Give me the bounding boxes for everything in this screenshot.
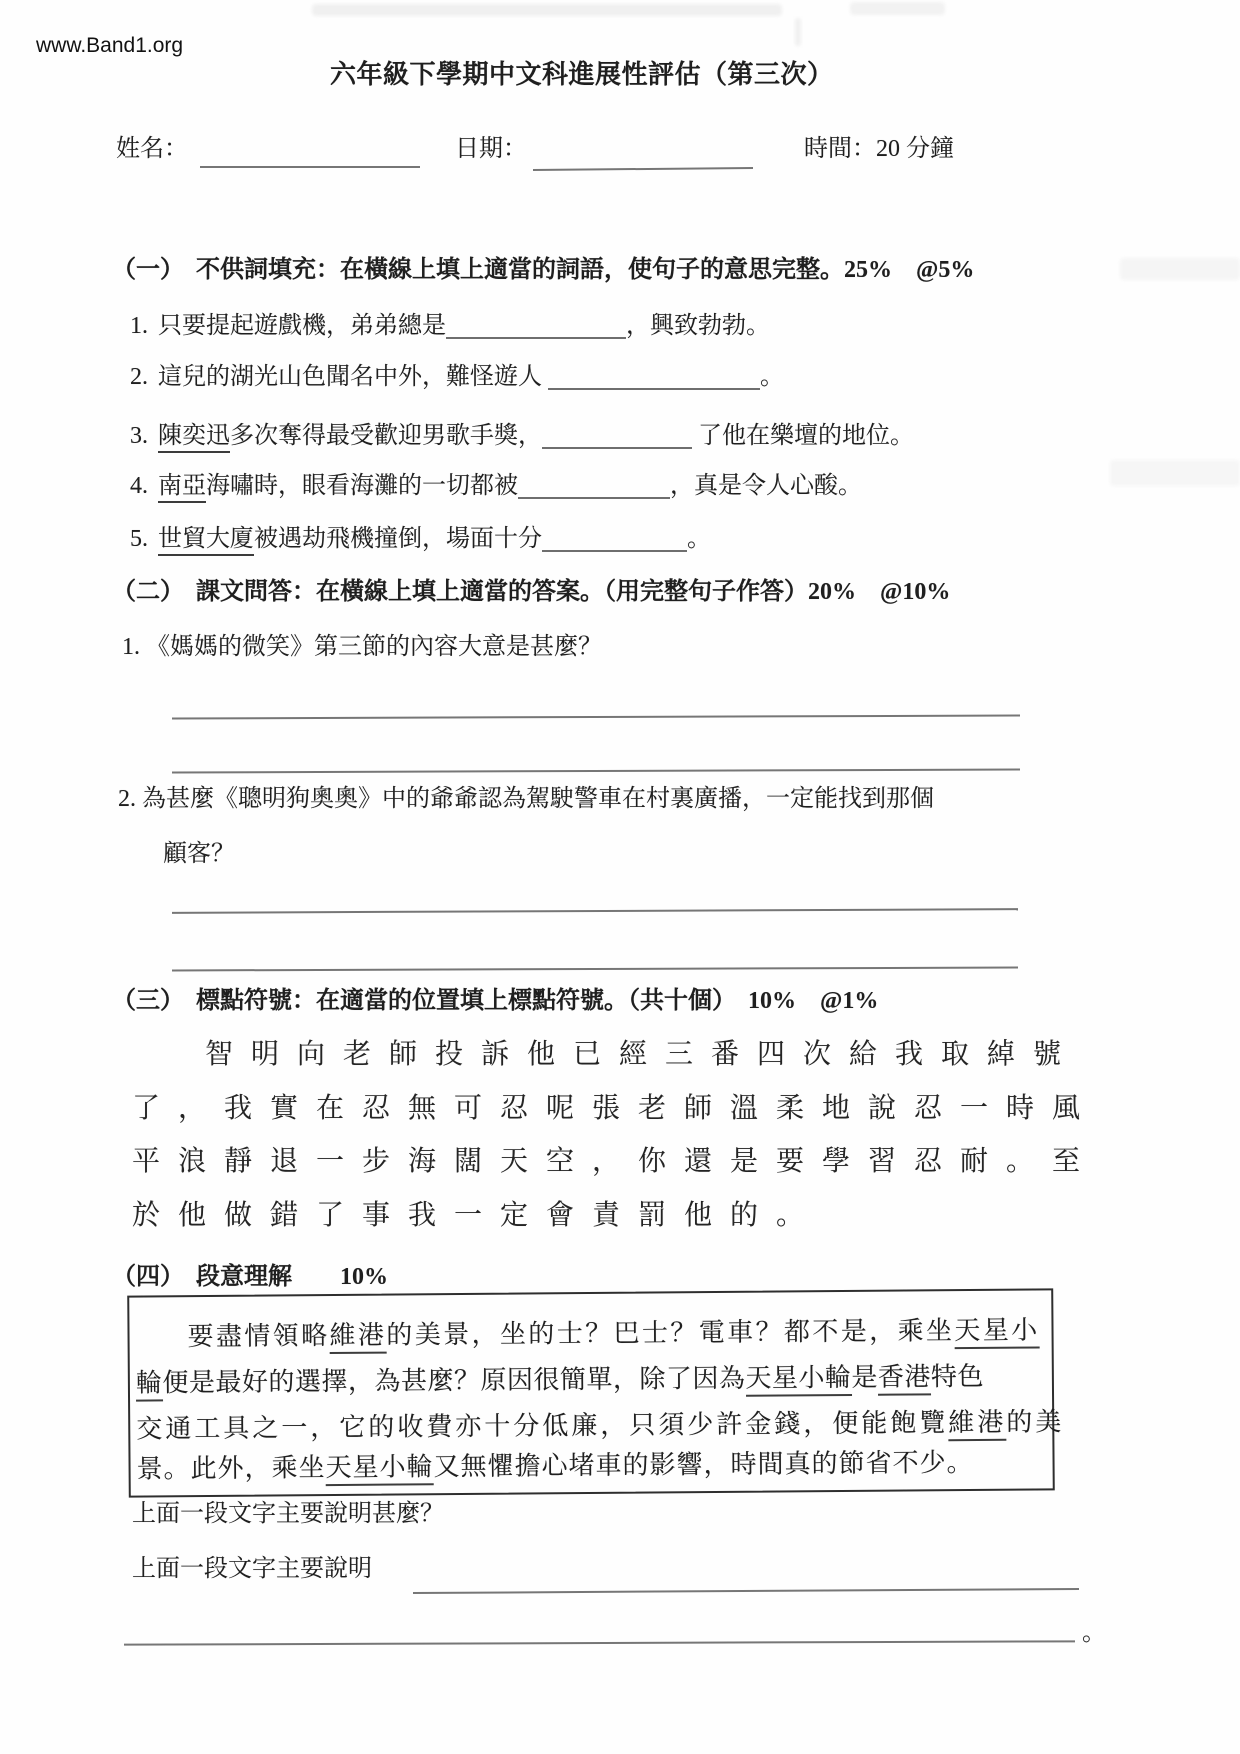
item-text: 只要提起遊戲機，弟弟總是 — [158, 313, 446, 339]
passage-line — [136, 1447, 973, 1486]
item-text: 多次奪得最受歡迎男歌手獎， — [230, 423, 542, 449]
item-text: 了他在樂壇的地位。 — [692, 423, 914, 449]
scan-smudge — [1120, 258, 1240, 280]
passage-line — [136, 1361, 984, 1400]
item-text: ，興致勃勃。 — [626, 313, 770, 339]
page-title: 六年級下學期中文科進展性評估（第三次） — [330, 60, 834, 89]
sentence-period: 。 — [1082, 1620, 1106, 1646]
item-text: 海嘯時，眼看海灘的一切都被 — [206, 473, 518, 499]
watermark: www.Band1.org — [36, 34, 184, 57]
passage-text: 的美景，坐的士？巴士？電車？都不是，乘坐 — [386, 1316, 955, 1350]
passage-text: 交通工具之一，它的收費亦十分低廉，只須少許金錢，便能飽覽 — [136, 1408, 949, 1444]
section4-answer-stem: 上面一段文字主要說明 — [132, 1556, 372, 1582]
section3-heading: （三） 標點符號：在適當的位置填上標點符號。（共十個） 10% @1% — [112, 988, 879, 1014]
answer-line — [172, 769, 1020, 774]
answer-line — [413, 1588, 1079, 1594]
scan-smudge — [850, 2, 945, 15]
passage-box — [127, 1288, 1065, 1497]
scan-smudge — [795, 18, 801, 46]
date-label: 日期： — [455, 136, 527, 162]
question-2-line2: 顧客？ — [163, 841, 235, 867]
time-label: 時間：20 分鐘 — [804, 136, 954, 162]
question-1: 1. 《媽媽的微笑》第三節的內容大意是甚麼？ — [122, 634, 602, 660]
section2-heading: （二） 課文問答：在橫線上填上適當的答案。（用完整句子作答）20% @10% — [112, 579, 951, 605]
underlined-term: 天星小輪 — [745, 1363, 851, 1397]
underlined-proper-noun: 陳奕迅 — [158, 423, 230, 453]
section4-heading: （四） 段意理解 10% — [112, 1264, 388, 1290]
passage-line — [135, 1314, 1039, 1353]
answer-line — [124, 1640, 1075, 1645]
underlined-term: 香港 — [878, 1362, 931, 1395]
item-text: 被遇劫飛機撞倒，場面十分 — [254, 526, 542, 552]
passage-text: 便是最好的選擇，為甚麼？原因很簡單，除了因為 — [162, 1363, 746, 1398]
date-blank-line — [533, 167, 753, 171]
punctuation-passage-line: 平浪靜退一步海闊天空，你還是要學習忍耐。至 — [132, 1146, 1099, 1177]
item-text: 。 — [687, 526, 711, 552]
name-blank-line — [200, 166, 420, 168]
item-text: ，真是令人心酸。 — [670, 473, 862, 499]
underlined-term: 維港 — [948, 1408, 1006, 1441]
blank-line — [542, 542, 687, 552]
passage-line — [136, 1406, 1064, 1445]
underlined-proper-noun: 南亞 — [158, 473, 206, 503]
item-number: 2. — [130, 364, 148, 390]
blank-line — [548, 380, 760, 390]
underlined-term: 天星小 — [954, 1315, 1039, 1349]
passage-text: 的美 — [1006, 1407, 1065, 1437]
fill-item-5 — [130, 524, 711, 555]
punctuation-passage-line: 了，我實在忍無可忍呢張老師溫柔地說忍一時風 — [132, 1093, 1099, 1124]
item-text: 這兒的湖光山色聞名中外，難怪遊人 — [158, 364, 548, 390]
passage-text: 特色 — [930, 1361, 985, 1392]
answer-line — [172, 908, 1018, 914]
punctuation-passage-line: 智明向老師投訴他已經三番四次給我取綽號 — [205, 1039, 1080, 1070]
passage-text: 是 — [851, 1362, 879, 1392]
scan-smudge — [1110, 460, 1240, 486]
punctuation-passage-line: 於他做錯了事我一定會責罰他的。 — [132, 1200, 823, 1231]
fill-item-2 — [130, 362, 784, 393]
blank-line — [518, 489, 670, 499]
item-number: 3. — [130, 423, 148, 449]
answer-line — [172, 715, 1020, 720]
underlined-proper-noun: 世貿大廈 — [158, 526, 254, 556]
fill-item-3 — [130, 421, 914, 452]
underlined-term: 天星小輪 — [325, 1452, 433, 1486]
fill-item-1 — [130, 311, 770, 342]
scan-smudge — [312, 4, 782, 16]
item-text: 。 — [760, 364, 784, 390]
blank-line — [542, 439, 692, 449]
item-number: 1. — [130, 313, 148, 339]
underlined-term: 輪 — [136, 1368, 163, 1401]
blank-line — [446, 329, 626, 339]
section1-heading: （一） 不供詞填充：在橫線上填上適當的詞語，使句子的意思完整。25% @5% — [112, 257, 975, 283]
section4-question: 上面一段文字主要說明甚麼？ — [132, 1501, 444, 1527]
underlined-term: 維港 — [329, 1321, 386, 1354]
name-label: 姓名： — [116, 136, 188, 162]
item-number: 5. — [130, 526, 148, 552]
passage-text: 又無懼擔心堵車的影響，時間真的節省不少。 — [433, 1447, 974, 1482]
question-2-line1: 2. 為甚麼《聰明狗奧奧》中的爺爺認為駕駛警車在村裏廣播，一定能找到那個 — [118, 786, 934, 812]
passage-text: 要盡情領略 — [187, 1321, 330, 1352]
passage-text: 景。此外，乘坐 — [136, 1453, 326, 1484]
answer-line — [172, 967, 1018, 972]
item-number: 4. — [130, 473, 148, 499]
fill-item-4 — [130, 471, 862, 502]
